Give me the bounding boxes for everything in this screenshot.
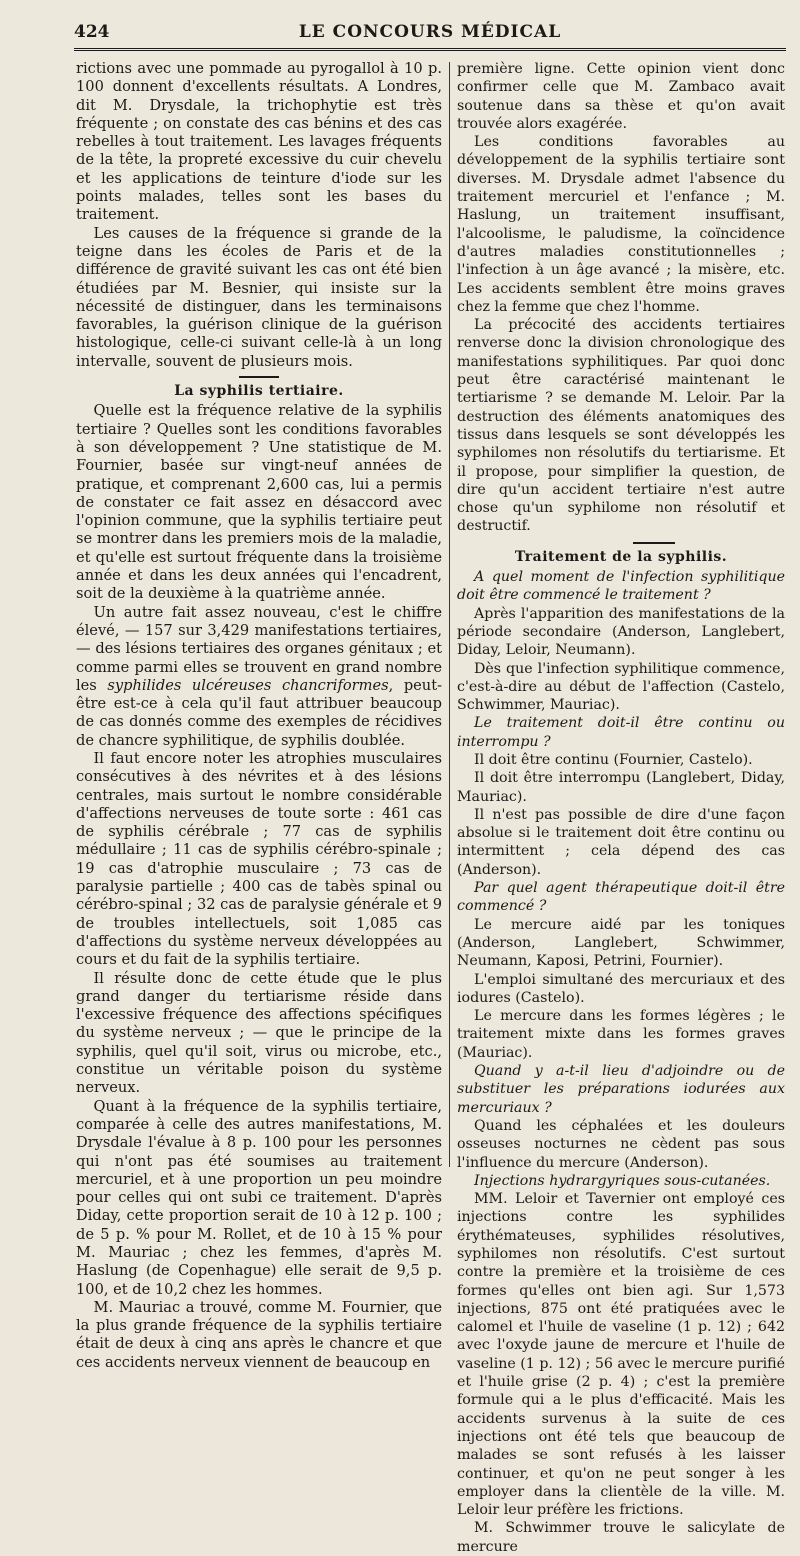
paragraph: première ligne. Cette opinion vient donc confirmer celle que M. Zambaco avait soutenue dans sa thèse et qu'on avait trouvée alors exagérée. bbox=[457, 61, 785, 132]
question-heading: A quel moment de l'infection syphilitique doit être commencé le traitement ? bbox=[457, 569, 785, 604]
text-run: , peut-être est-ce à cela qu'il faut attribuer beaucoup de cas donnés comme des exemples de récidives de chancre syphilitique, de syphilis doublée. bbox=[76, 676, 443, 749]
paragraph: Les causes de la fréquence si grande de la teigne dans les écoles de Paris et de la différence de gravité suivant les cas ont été bien étudiées par M. Besnier, qui insiste sur la nécessité de distinguer, dans les terminaisons favorables, la guérison clinique de la guérison histologique, celle-ci suivant celle-là à un long intervalle, souvent de plusieurs mois. bbox=[76, 224, 442, 370]
section-separator bbox=[239, 376, 279, 378]
paragraph: Le mercure aidé par les toniques (Anderson, Langlebert, Schwimmer, Neumann, Kaposi, Petrini, Fournier). bbox=[457, 916, 785, 970]
paragraph: Dès que l'infection syphilitique commence, c'est-à-dire au début de l'affection (Castelo, Schwimmer, Mauriac). bbox=[457, 660, 785, 714]
question-heading: Quand y a-t-il lieu d'adjoindre ou de substituer les préparations iodurées aux mercuriaux ? bbox=[457, 1063, 785, 1116]
text-run: Un autre fait assez nouveau, c'est le chiffre élevé, — 157 sur 3,429 manifestations tertiaires, — des lésions tertiaires des organes génitaux ; et comme parmi elles se trouvent en grand nombre les bbox=[76, 603, 442, 694]
paragraph: MM. Leloir et Tavernier ont employé ces injections contre les syphilides érythémateuses, syphilides résolutives, syphilomes non résolutifs. C'est surtout contre la première et la troisième de ces formes qu'elles ont bien agi. Sur 1,573 injections, 875 ont été pratiquées avec le calomel et l'huile de vaseline (1 p. 12) ; 642 avec l'oxyde jaune de mercure et l'huile de vaseline (1 p. 12) ; 56 avec le mercure purifié et l'huile grise (2 p. 4) ; c'est la première formule qui a le plus d'efficacité. Mais les accidents survenus à la suite de ces injections ont été tels que beaucoup de malades se sont refusés à les laisser continuer, et qu'on ne peut songer à les employer dans la clientèle de la ville. M. Leloir leur préfère les frictions. bbox=[457, 1191, 785, 1519]
question-heading: Par quel agent thérapeutique doit-il être commencé ? bbox=[457, 880, 785, 915]
journal-title: LE CONCOURS MÉDICAL bbox=[298, 22, 562, 42]
paragraph: Quant à la fréquence de la syphilis tertiaire, comparée à celle des autres manifestations, M. Drysdale l'évalue à 8 p. 100 pour les personnes qui n'ont pas été soumises au traitement mercuriel, et à une proportion un peu moindre pour celles qui ont subi ce traitement. D'après Diday, cette proportion serait de 10 à 12 p. 100 ; de 5 p. % pour M. Rollet, et de 10 à 15 % pour M. Mauriac ; chez les femmes, d'après M. Haslung (de Copenhague) elle serait de 9,5 p. 100, et de 10,2 chez les hommes. bbox=[76, 1097, 442, 1298]
paragraph: Il doit être continu (Fournier, Castelo). bbox=[474, 751, 753, 768]
paragraph: Il doit être interrompu (Langlebert, Diday, Mauriac). bbox=[457, 770, 785, 805]
paragraph bbox=[76, 604, 442, 750]
question-heading: Le traitement doit-il être continu ou interrompu ? bbox=[457, 715, 785, 750]
paragraph: Le mercure dans les formes légères ; le traitement mixte dans les formes graves (Mauriac). bbox=[457, 1008, 785, 1061]
section-title: Traitement de la syphilis. bbox=[514, 548, 728, 565]
section-title: La syphilis tertiaire. bbox=[174, 383, 344, 400]
paragraph: La précocité des accidents tertiaires renverse donc la division chronologique des manifestations syphilitiques. Par quoi donc peut être caractérisé maintenant le tertiarisme ? se demande M. Leloir. Par la destruction des éléments anatomiques des tissus dans lesquels se sont développés les syphilomes non résolutifs du tertiarisme. Et il propose, pour simplifier la question, de dire qu'un accident tertiaire n'est autre chose qu'un syphilome non résolutif et destructif. bbox=[457, 317, 785, 535]
paragraph: Il résulte donc de cette étude que le plus grand danger du tertiarisme réside dans l'excessive fréquence des affections spécifiques du système nerveux ; — que le principe de la syphilis, quel qu'il soit, virus ou microbe, etc., constitue un véritable poison du système nerveux. bbox=[76, 969, 442, 1097]
paragraph: Il faut encore noter les atrophies musculaires consécutives à des névrites et à des lésions centrales, mais surtout le nombre considérable d'affections nerveuses de toute sorte : 461 cas de syphilis cérébrale ; 77 cas de syphilis médullaire ; 11 cas de syphilis cérébro-spinale ; 19 cas d'atrophie musculaire ; 73 cas de paralysie partielle ; 400 cas de tabès spinal ou cérébro-spinal ; 32 cas de paralysie générale et 9 de troubles intellectuels, soit 1,085 cas d'affections du système nerveux développées au cours et du fait de la syphilis tertiaire. bbox=[76, 749, 442, 969]
left-column bbox=[76, 60, 443, 1371]
paragraph: Quelle est la fréquence relative de la syphilis tertiaire ? Quelles sont les conditions favorables à son développement ? Une statistique de M. Fournier, basée sur vingt-neuf années de pratique, et comprenant 2,600 cas, lui a permis de constater ce fait assez en désaccord avec l'opinion commune, que la syphilis tertiaire peut se montrer dans les premiers mois de la maladie, et qu'elle est surtout fréquente dans la troisième année et dans les deux années qui l'encadrent, soit de la deuxième à la quatrième année. bbox=[76, 402, 442, 603]
paragraph: Quand les céphalées et les douleurs osseuses nocturnes ne cèdent pas sous l'influence du mercure (Anderson). bbox=[457, 1117, 785, 1171]
page-header bbox=[74, 20, 786, 50]
paragraph: M. Mauriac a trouvé, comme M. Fournier, que la plus grande fréquence de la syphilis tertiaire était de deux à cinq ans après le chancre et que ces accidents nerveux viennent de beaucoup en bbox=[76, 1298, 442, 1371]
right-column bbox=[457, 60, 785, 1555]
paragraph: Il n'est pas possible de dire d'une façon absolue si le traitement doit être continu ou intermittent ; cela dépend des cas (Anderson). bbox=[457, 806, 785, 878]
column-divider bbox=[449, 62, 450, 1167]
paragraph: L'emploi simultané des mercuriaux et des iodures (Castelo). bbox=[457, 971, 785, 1006]
paragraph: rictions avec une pommade au pyrogallol à 10 p. 100 donnent d'excellents résultats. A Londres, dit M. Drysdale, la trichophytie est très fréquente ; on constate des cas bénins et des cas rebelles à tout traitement. Les lavages fréquents de la tête, la propreté excessive du cuir chevelu et les applications de teinture d'iode sur les points malades, telles sont les bases du traitement. bbox=[76, 60, 442, 224]
paragraph: Les conditions favorables au développement de la syphilis tertiaire sont diverses. M. Drysdale admet l'absence du traitement mercuriel et l'enfance ; M. Haslung, un traitement insuffisant, l'alcoolisme, le paludisme, la coïncidence d'autres maladies constitutionnelles ; l'infection à un âge avancé ; la misère, etc. Les accidents semblent être moins graves chez la femme que chez l'homme. bbox=[457, 134, 785, 315]
question-heading: Injections hydrargyriques sous-cutanées. bbox=[474, 1172, 771, 1189]
paragraph: Après l'apparition des manifestations de la période secondaire (Anderson, Langlebert, Diday, Leloir, Neumann). bbox=[457, 605, 785, 659]
page-number: 424 bbox=[74, 22, 110, 42]
header-rule bbox=[74, 48, 786, 51]
italic-text: syphilides ulcéreuses chancriformes bbox=[107, 676, 389, 694]
section-separator bbox=[633, 542, 675, 544]
paragraph: M. Schwimmer trouve le salicylate de mercure bbox=[457, 1520, 785, 1555]
